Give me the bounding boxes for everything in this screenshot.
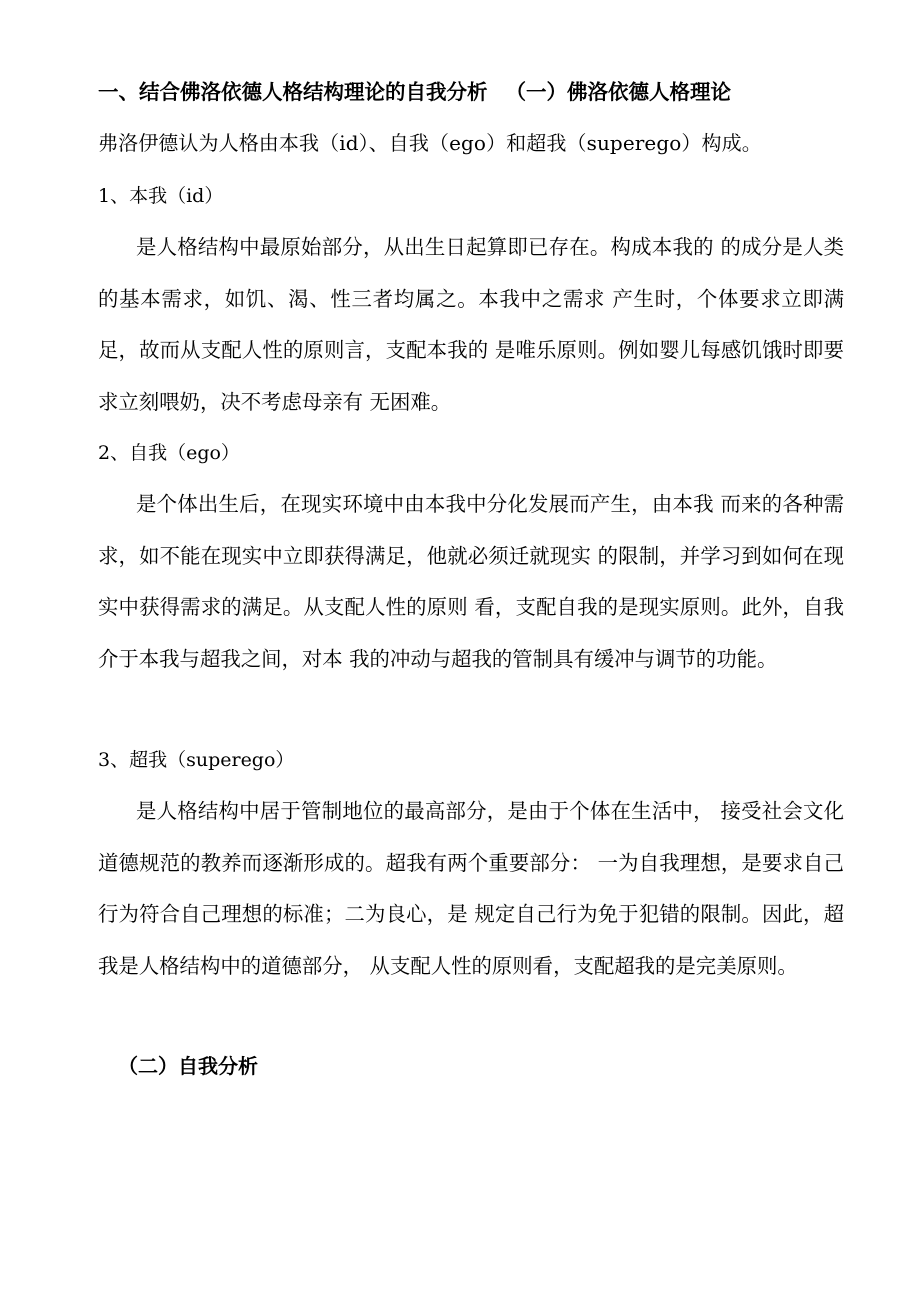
section-body-id: 是人格结构中最原始部分，从出生日起算即已存在。构成本我的 的成分是人类的基本需求，如饥、渴、性三者均属之。本我中之需求 产生时，个体要求立即满足，故而从支配人性的原则言，支配本我的 是唯乐原则。例如婴儿每感饥饿时即要求立刻喂奶，决不考虑母亲有 无困难。 [98, 235, 844, 414]
section-title-superego: 3、超我（superego） [98, 749, 295, 771]
section-body-ego: 是个体出生后，在现实环境中由本我中分化发展而产生，由本我 而来的各种需求，如不能在现实中立即获得满足，他就必须迁就现实 的限制，并学习到如何在现实中获得需求的满足。从支配人性的原则 看，支配自我的是现实原则。此外，自我介于本我与超我之间，对本 我的冲动与超我的管制具有缓冲与调节的功能。 [98, 492, 844, 671]
section-heading-self-analysis: （二）自我分析 [118, 1054, 258, 1078]
main-heading-title: 一、结合佛洛依德人格结构理论的自我分析 [98, 80, 488, 104]
section-title-ego: 2、自我（ego） [98, 442, 240, 464]
intro-paragraph: 弗洛伊德认为人格由本我（id）、自我（ego）和超我（superego）构成。 [98, 131, 762, 155]
section-body-superego: 是人格结构中居于管制地位的最高部分，是由于个体在生活中， 接受社会文化道德规范的教养而逐渐形成的。超我有两个重要部分： 一为自我理想，是要求自己行为符合自己理想的标准；二为良心，是 规定自己行为免于犯错的限制。因此，超我是人格结构中的道德部分， 从支配人性的原则看，支配超我的是完美原则。 [98, 799, 844, 978]
sub-heading-title: （一）佛洛依德人格理论 [505, 80, 731, 104]
main-heading [98, 76, 858, 108]
section-title-id: 1、本我（id） [98, 185, 224, 207]
